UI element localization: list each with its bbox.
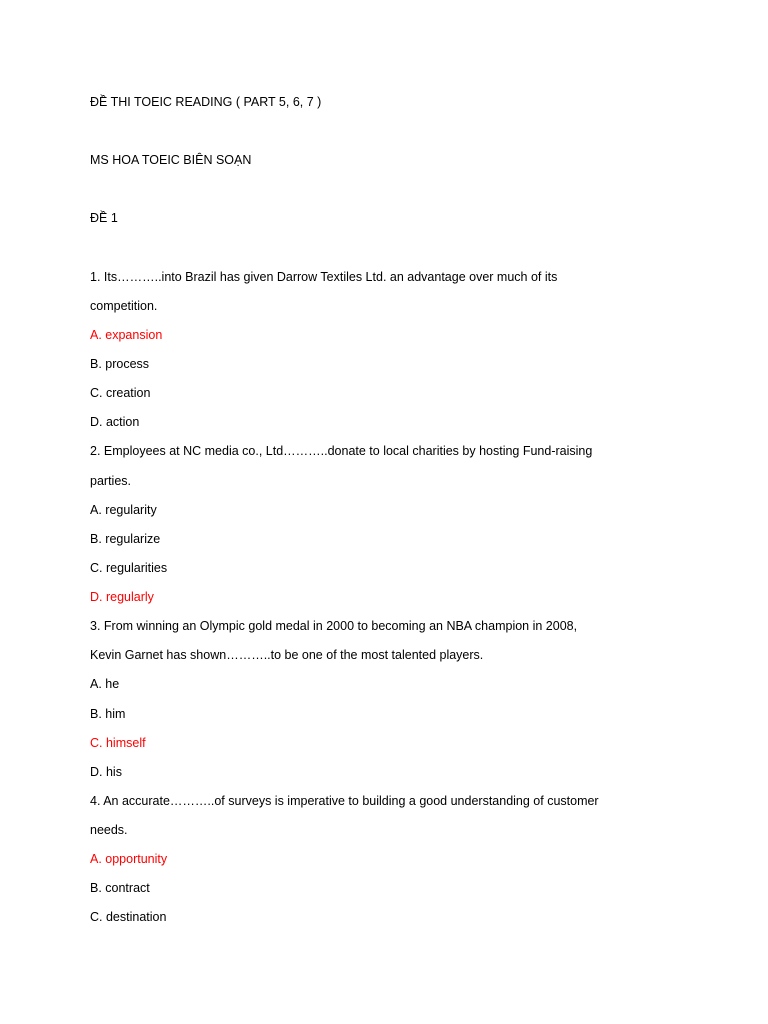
document-author: MS HOA TOEIC BIÊN SOẠN	[90, 153, 252, 167]
question-stem-line: Kevin Garnet has shown………..to be one of the most talented players.	[90, 648, 484, 662]
answer-option: C. regularities	[90, 561, 168, 575]
question-stem-line: competition.	[90, 299, 158, 313]
answer-option: B. him	[90, 707, 126, 721]
document-title: ĐỀ THI TOEIC READING ( PART 5, 6, 7 )	[90, 95, 322, 109]
test-number: ĐỀ 1	[90, 211, 118, 225]
answer-option: B. regularize	[90, 532, 161, 546]
answer-option: A. regularity	[90, 503, 157, 517]
answer-option: A. he	[90, 677, 120, 691]
answer-option: D. his	[90, 765, 122, 779]
question-stem-line: 4. An accurate………..of surveys is imperative to building a good understanding of customer	[90, 794, 599, 808]
answer-option-correct: C. himself	[90, 736, 146, 750]
question-stem-line: 1. Its………..into Brazil has given Darrow Textiles Ltd. an advantage over much of its	[90, 270, 558, 284]
question-stem-line: 3. From winning an Olympic gold medal in 2000 to becoming an NBA champion in 2008,	[90, 619, 578, 633]
answer-option: B. contract	[90, 881, 150, 895]
answer-option: C. destination	[90, 910, 167, 924]
answer-option: B. process	[90, 357, 150, 371]
answer-option-correct: D. regularly	[90, 590, 154, 604]
answer-option: D. action	[90, 415, 140, 429]
question-stem-line: 2. Employees at NC media co., Ltd………..donate to local charities by hosting Fund-raising	[90, 444, 593, 458]
question-stem-line: needs.	[90, 823, 128, 837]
question-stem-line: parties.	[90, 474, 131, 488]
answer-option-correct: A. opportunity	[90, 852, 168, 866]
answer-option: C. creation	[90, 386, 151, 400]
answer-option-correct: A. expansion	[90, 328, 163, 342]
